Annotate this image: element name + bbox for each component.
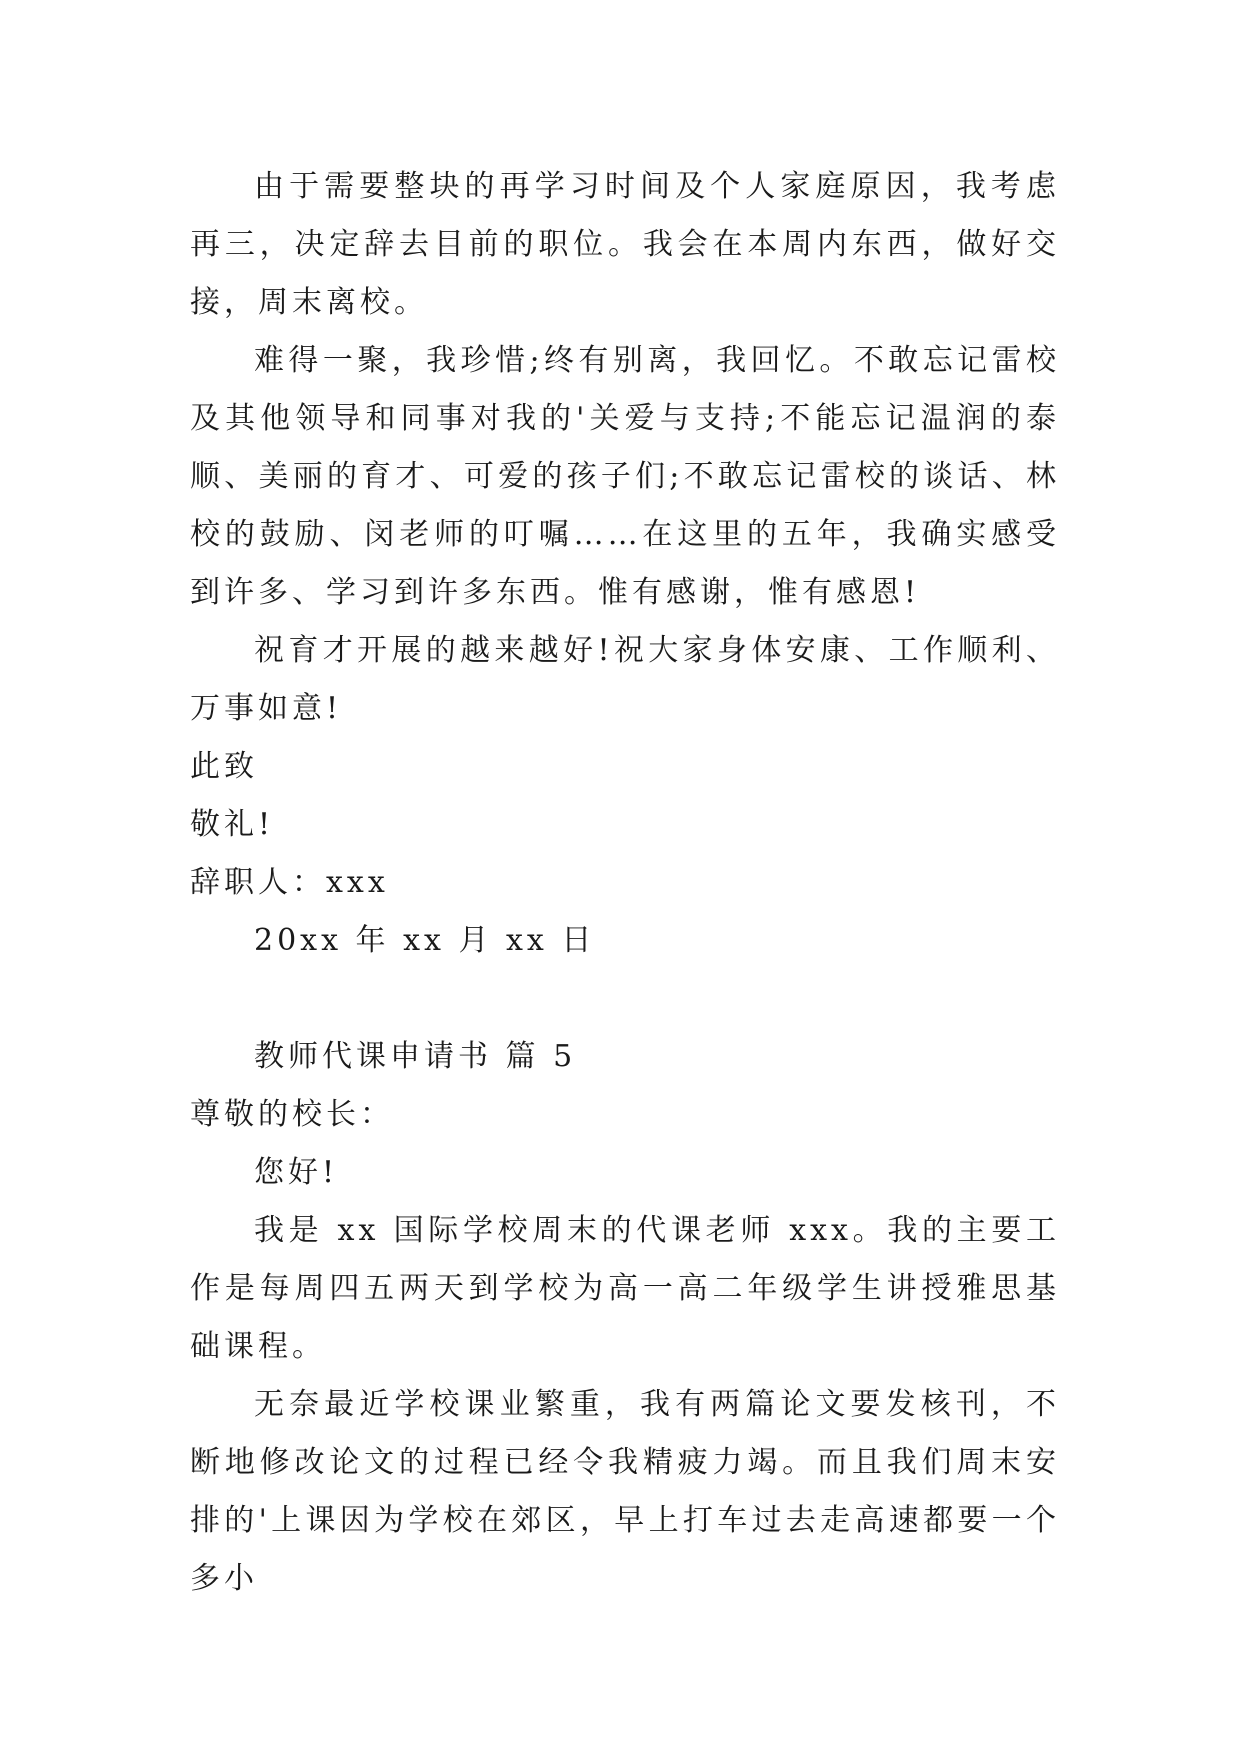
date-line: 20xx 年 xx 月 xx 日: [254, 923, 596, 958]
paragraph-introduction: 我是 xx 国际学校周末的代课老师 xxx。我的主要工作是每周四五两天到学校为高一高二年级学生讲授雅思基础课程。: [190, 1213, 1060, 1364]
closing-line-2: 敬礼!: [190, 807, 275, 842]
paragraph-gratitude: 难得一聚，我珍惜;终有别离，我回忆。不敢忘记雷校及其他领导和同事对我的'关爱与支持;不能忘记温润的泰顺、美丽的育才、可爱的孩子们;不敢忘记雷校的谈话、林校的鼓励、闵老师的叮嘱……在这里的五年，我确实感受到许多、学习到许多东西。惟有感谢，惟有感恩!: [190, 343, 1060, 610]
paragraph-reason: 无奈最近学校课业繁重，我有两篇论文要发核刊，不断地修改论文的过程已经令我精疲力竭。而且我们周末安排的'上课因为学校在郊区，早上打车过去走高速都要一个多小: [190, 1387, 1060, 1596]
paragraph-resignation-reason: 由于需要整块的再学习时间及个人家庭原因，我考虑再三，决定辞去目前的职位。我会在本周内东西，做好交接，周末离校。: [190, 169, 1060, 320]
document-body: [190, 158, 1060, 1608]
salutation: 尊敬的校长：: [190, 1097, 394, 1132]
closing-line-1: 此致: [190, 749, 258, 784]
section-title: 教师代课申请书 篇 5: [254, 1039, 577, 1074]
greeting: 您好!: [254, 1155, 339, 1190]
signature-line: 辞职人：xxx: [190, 865, 389, 900]
paragraph-wishes: 祝育才开展的越来越好!祝大家身体安康、工作顺利、万事如意!: [190, 633, 1060, 726]
